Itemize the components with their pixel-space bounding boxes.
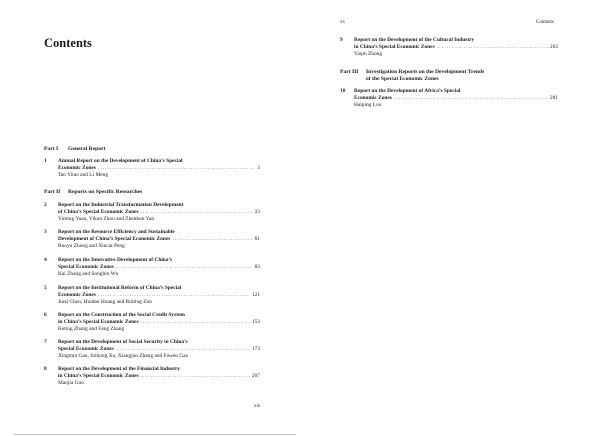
- entry-title-line: Economic Zones: [58, 165, 96, 171]
- entry-number: 6: [44, 312, 47, 318]
- entry-title-line: Report on the Institutional Reform of China’s Special: [58, 285, 182, 291]
- toc-entry-2[interactable]: [44, 202, 260, 226]
- entry-page-number: 23: [254, 209, 260, 215]
- entry-title-line: Report on the Development of Social Security in China’s: [58, 339, 188, 345]
- running-head-folio: xx: [340, 20, 345, 25]
- entry-title-line: Special Economic Zones: [58, 264, 114, 270]
- entry-authors: Yiming Yuan, Yikun Zhou and Zhenkun Yan: [58, 216, 155, 222]
- part-title-line: Investigation Reports on the Development Trends: [366, 69, 485, 75]
- part-title: Reports on Specific Researches: [68, 189, 143, 195]
- part-title: General Report: [68, 146, 106, 152]
- entry-authors: Xingmin Gao, Jinhong Xu, Xiangjun Zhang and Fawen Gao: [58, 353, 189, 359]
- toc-entry-6[interactable]: [44, 312, 260, 336]
- dot-leader: [437, 44, 548, 51]
- dot-leader: [98, 165, 255, 172]
- entry-page-number: 121: [251, 292, 260, 298]
- toc-entry-1[interactable]: [44, 158, 260, 182]
- entry-page-number: 207: [251, 373, 260, 379]
- toc-entry-8[interactable]: [44, 366, 260, 390]
- entry-number: 9: [340, 37, 343, 43]
- toc-entry-9[interactable]: [340, 37, 558, 61]
- part-heading-2: [44, 189, 142, 196]
- entry-authors: Jiaxi Chen, Huidan Huang and Ruiting Zuo: [58, 299, 152, 305]
- toc-entry-7[interactable]: [44, 339, 260, 363]
- entry-number: 10: [340, 88, 346, 94]
- entry-number: 2: [44, 202, 47, 208]
- entry-page-number: 263: [549, 44, 558, 50]
- entry-page-number: 83: [254, 264, 260, 270]
- entry-title-line: in China’s Special Economic Zones: [58, 373, 139, 379]
- page-title: Contents: [44, 36, 92, 50]
- entry-authors: Tao Yitao and Li Meng: [58, 172, 109, 178]
- entry-number: 3: [44, 229, 47, 235]
- right-page: [300, 0, 600, 436]
- entry-page-number: 281: [549, 95, 558, 101]
- entry-authors: Haiping Luo: [354, 102, 382, 108]
- entry-number: 1: [44, 158, 47, 164]
- entry-page-number: 61: [254, 236, 260, 242]
- entry-title-line: Report on the Development of Africa’s Special: [354, 88, 461, 94]
- entry-title-line: Economic Zones: [58, 292, 96, 298]
- entry-authors: Kai Zhang and Songbin Wu: [58, 271, 119, 277]
- entry-page-number: 3: [257, 165, 260, 171]
- entry-title-line: Report on the Development of the Financial Industry: [58, 366, 181, 372]
- entry-page-number: 173: [251, 346, 260, 352]
- entry-title-line: Report on the Innovative Development of China’s: [58, 257, 173, 263]
- dot-leader: [98, 292, 250, 299]
- entry-number: 7: [44, 339, 47, 345]
- part-heading-3: [340, 69, 484, 83]
- entry-title-line: Report on the Resource Efficiency and Sustainable: [58, 229, 175, 235]
- running-head-title: Contents: [536, 20, 554, 25]
- part-label: Part I: [44, 146, 59, 152]
- entry-authors: Yaqin Zhong: [354, 51, 383, 57]
- entry-authors: Ruoyu Zhong and Xincai Peng: [58, 243, 125, 249]
- entry-number: 5: [44, 285, 47, 291]
- entry-authors: Maojia Guo: [58, 380, 84, 386]
- part-heading-1: [44, 146, 105, 153]
- entry-title-line: Report on the Construction of the Social Credit System: [58, 312, 185, 318]
- dot-leader: [141, 319, 250, 326]
- dot-leader: [141, 373, 250, 380]
- part-label: Part II: [44, 189, 61, 195]
- part-label: Part III: [340, 69, 359, 75]
- page-folio: xix: [254, 404, 261, 409]
- dot-leader: [141, 209, 253, 216]
- toc-entry-10[interactable]: [340, 88, 558, 112]
- dot-leader: [172, 236, 252, 243]
- entry-title-line: Report on the Development of the Cultural Industry: [354, 37, 475, 43]
- entry-number: 4: [44, 257, 47, 263]
- dot-leader: [116, 264, 253, 271]
- part-title-line: of the Special Economic Zones: [366, 76, 439, 82]
- entry-title-line: in China’s Special Economic Zones: [354, 44, 435, 50]
- entry-number: 8: [44, 366, 47, 372]
- entry-title-line: Report on the Industrial Transformation Development: [58, 202, 184, 208]
- toc-entry-5[interactable]: [44, 285, 260, 309]
- entry-title-line: Economic Zones: [354, 95, 392, 101]
- entry-authors: Keting Zhang and Fang Zhang: [58, 326, 125, 332]
- entry-title-line: in China’s Special Economic Zones: [58, 319, 139, 325]
- dot-leader: [116, 346, 250, 353]
- entry-title-line: of China’s Special Economic Zones: [58, 209, 139, 215]
- entry-title-line: Annual Report on the Development of China’s Special: [58, 158, 183, 164]
- toc-entry-3[interactable]: [44, 229, 260, 253]
- dot-leader: [394, 95, 548, 102]
- entry-title-line: Development of China’s Special Economic Zones: [58, 236, 171, 242]
- toc-entry-4[interactable]: [44, 257, 260, 281]
- entry-title-line: Special Economic Zones: [58, 346, 114, 352]
- entry-page-number: 153: [251, 319, 260, 325]
- page-bottom-rule: [14, 434, 296, 435]
